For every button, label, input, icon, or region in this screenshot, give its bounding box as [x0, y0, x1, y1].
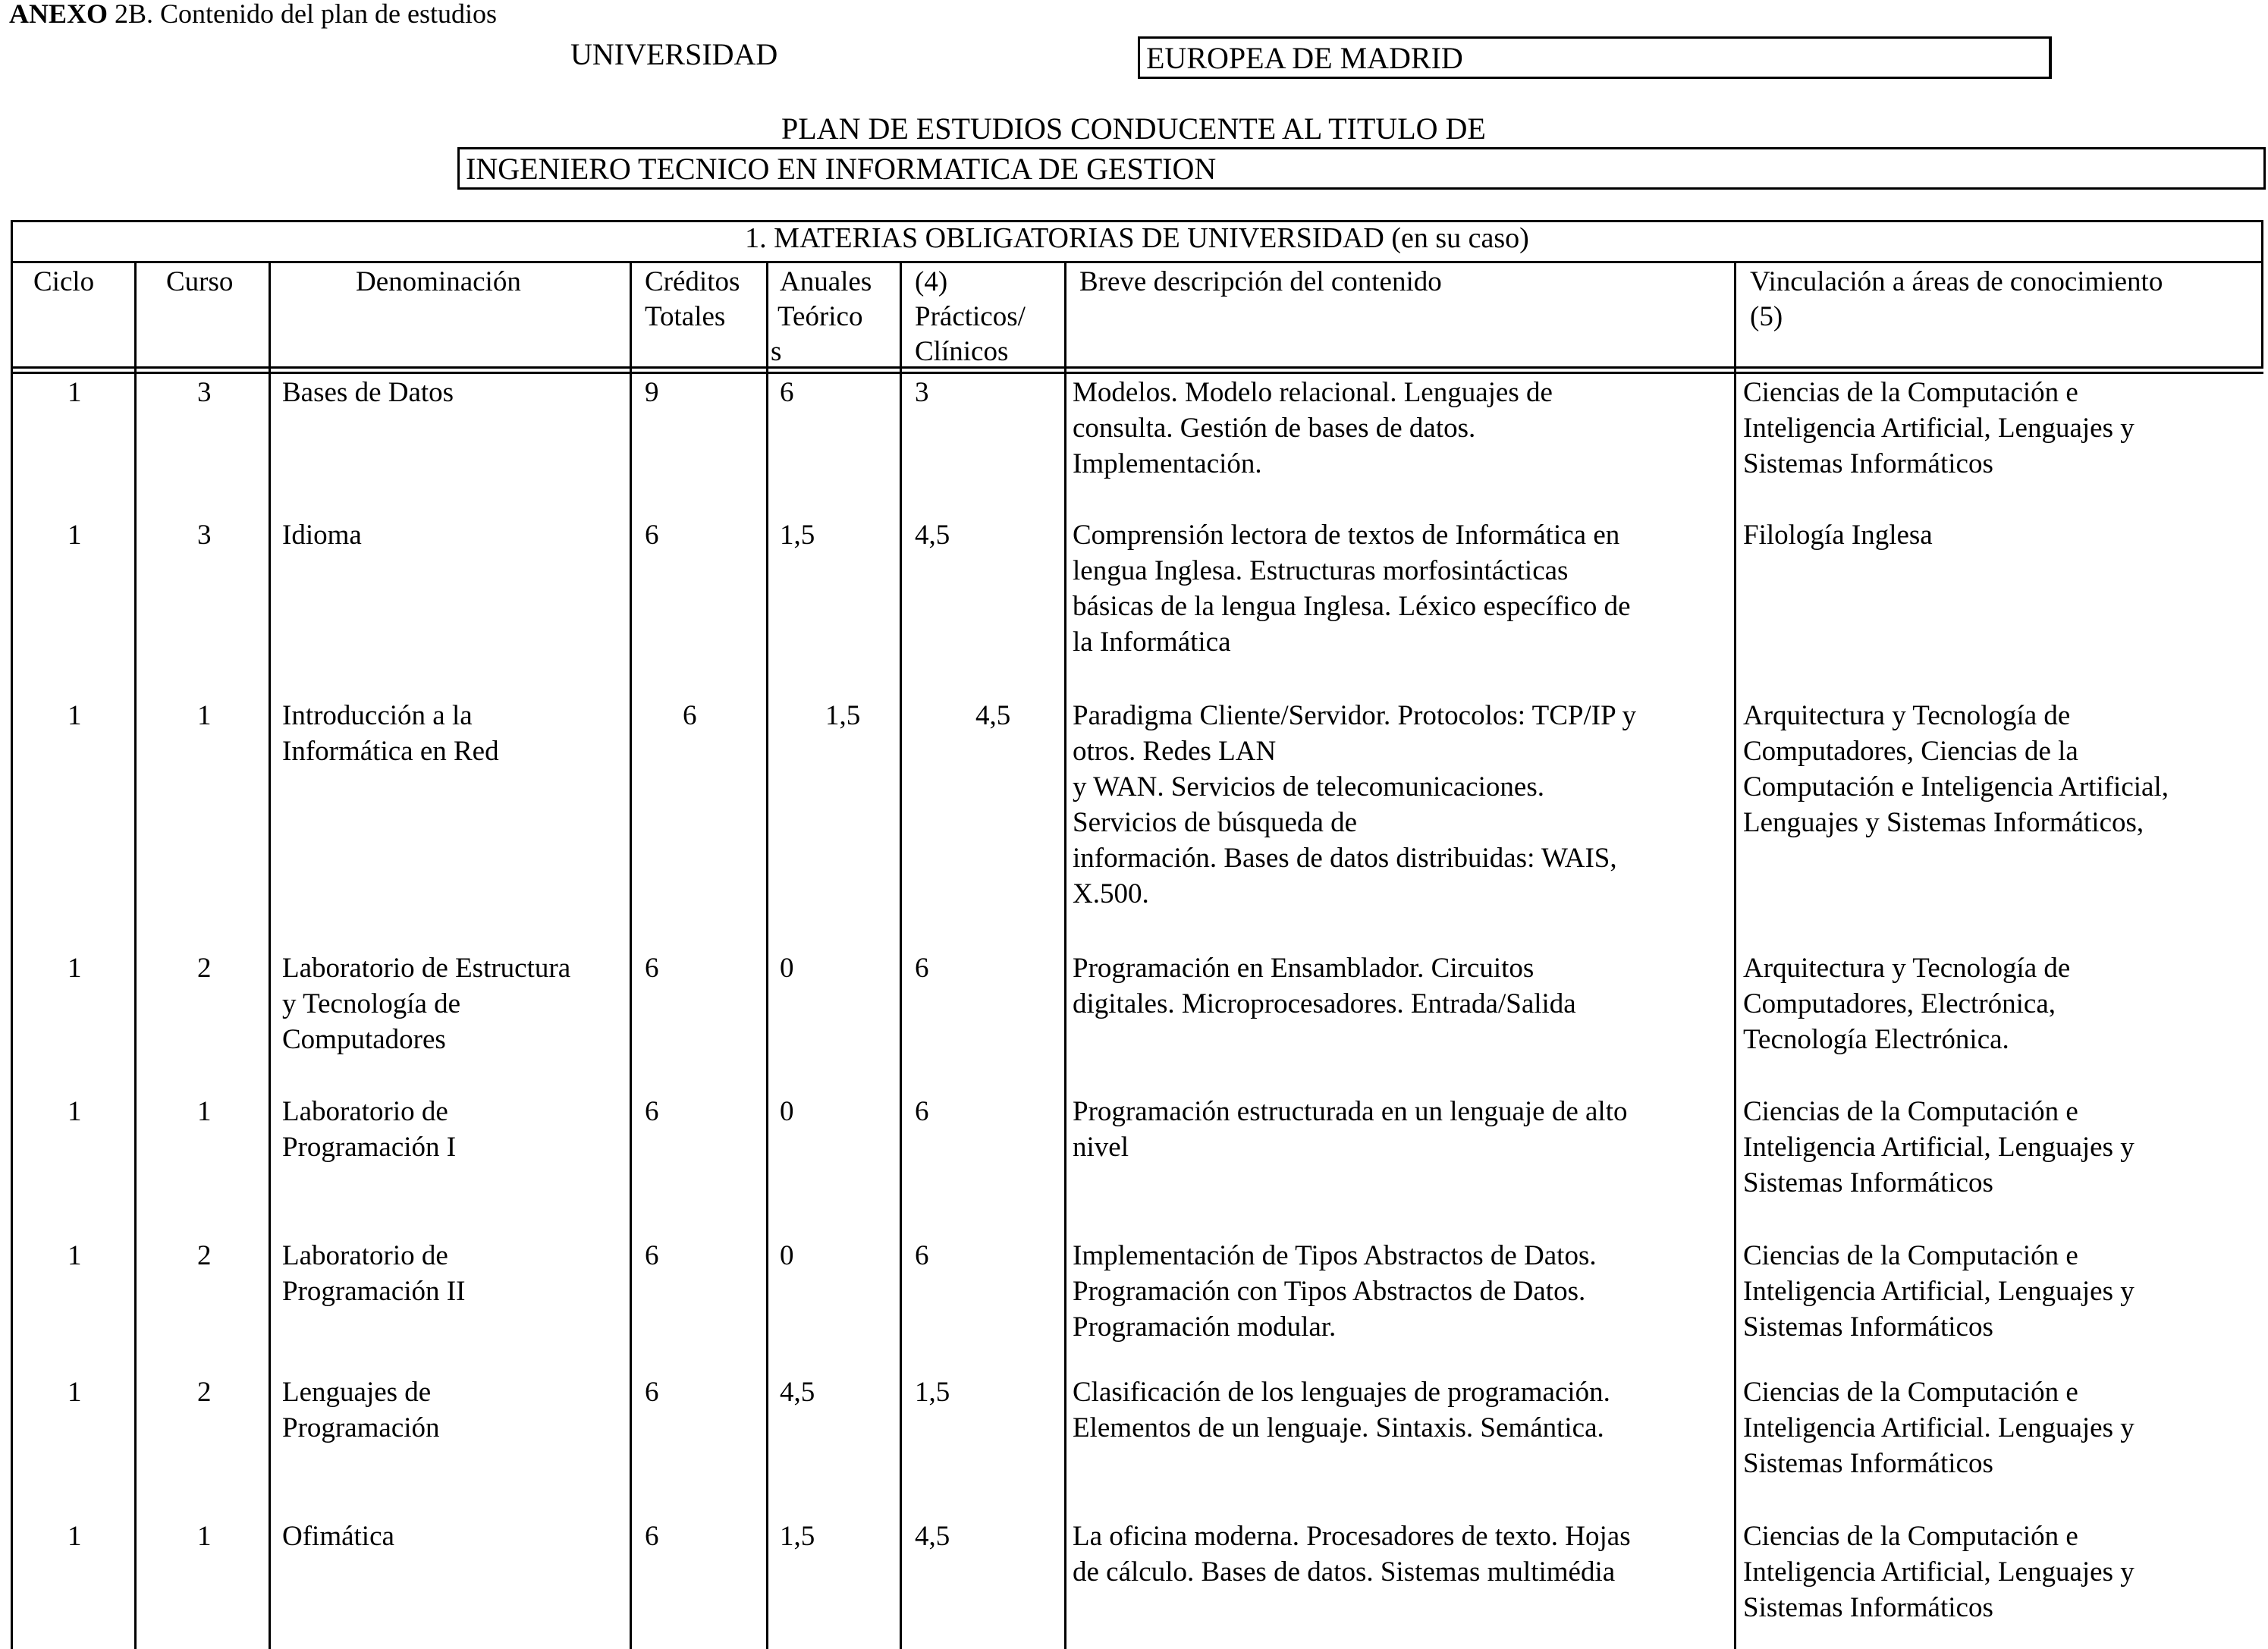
table-cell-vinculacion: Inteligencia Artificial, Lenguajes y — [1743, 1276, 2134, 1307]
column-divider — [134, 261, 137, 1649]
table-cell-denominacion: y Tecnología de — [282, 988, 461, 1019]
table-cell-vinculacion: Ciencias de la Computación e — [1743, 1521, 2078, 1552]
table-cell-ciclo: 1 — [68, 953, 82, 984]
table-cell-descripcion: nivel — [1073, 1132, 1129, 1163]
table-cell-creditos-teoricos: 4,5 — [780, 1377, 815, 1408]
table-cell-creditos-totales: 6 — [645, 520, 659, 551]
table-cell-vinculacion: Ciencias de la Computación e — [1743, 377, 2078, 408]
column-divider — [900, 261, 902, 1649]
table-cell-denominacion: Laboratorio de — [282, 1096, 448, 1127]
table-cell-creditos-totales: 9 — [645, 377, 659, 408]
table-cell-ciclo: 1 — [68, 1240, 82, 1271]
table-cell-vinculacion: Ciencias de la Computación e — [1743, 1096, 2078, 1127]
table-cell-creditos-teoricos: 0 — [780, 1096, 794, 1127]
table-border-left — [11, 220, 13, 1649]
university-name: EUROPEA DE MADRID — [1146, 41, 1463, 75]
col-header-ciclo: Ciclo — [33, 266, 95, 297]
table-cell-denominacion: Laboratorio de — [282, 1240, 448, 1271]
table-cell-creditos-teoricos: 0 — [780, 953, 794, 984]
table-cell-vinculacion: Sistemas Informáticos — [1743, 1311, 1993, 1343]
header-bottom-line-2 — [11, 372, 2263, 374]
table-cell-vinculacion: Computadores, Electrónica, — [1743, 988, 2056, 1019]
table-cell-creditos-practicos: 4,5 — [975, 700, 1011, 731]
table-cell-descripcion: Implementación de Tipos Abstractos de Datos. — [1073, 1240, 1597, 1271]
table-cell-descripcion: Programación estructurada en un lenguaje de alto — [1073, 1096, 1628, 1127]
table-cell-vinculacion: Inteligencia Artificial, Lenguajes y — [1743, 413, 2134, 444]
table-cell-denominacion: Idioma — [282, 520, 362, 551]
table-cell-denominacion: Informática en Red — [282, 736, 499, 767]
table-cell-denominacion: Computadores — [282, 1024, 446, 1055]
table-cell-descripcion: X.500. — [1073, 878, 1149, 909]
table-cell-curso: 2 — [197, 1377, 212, 1408]
table-cell-descripcion: Modelos. Modelo relacional. Lenguajes de — [1073, 377, 1553, 408]
table-cell-descripcion: Servicios de búsqueda de — [1073, 807, 1358, 838]
table-cell-descripcion: información. Bases de datos distribuidas: WAIS, — [1073, 843, 1617, 874]
table-cell-vinculacion: Ciencias de la Computación e — [1743, 1377, 2078, 1408]
col-header-creditos: Totales — [645, 301, 726, 332]
col-header-creditos: Créditos — [645, 266, 740, 297]
table-cell-descripcion: lengua Inglesa. Estructuras morfosintácticas — [1073, 555, 1569, 586]
table-cell-creditos-totales: 6 — [645, 1240, 659, 1271]
col-header-curso: Curso — [166, 266, 234, 297]
col-header-anuales: s — [771, 336, 782, 367]
table-cell-creditos-totales: 6 — [683, 700, 697, 731]
degree-name: INGENIERO TECNICO EN INFORMATICA DE GESTION — [466, 152, 1217, 186]
curriculum-table — [11, 220, 2263, 1649]
col-header-practicos: (4) — [915, 266, 948, 297]
column-divider — [1734, 261, 1736, 1649]
column-divider — [766, 261, 768, 1649]
table-cell-creditos-teoricos: 0 — [780, 1240, 794, 1271]
annex-title: ANEXO 2B. Contenido del plan de estudios — [9, 0, 497, 29]
table-cell-creditos-practicos: 6 — [915, 953, 929, 984]
table-cell-ciclo: 1 — [68, 1096, 82, 1127]
table-cell-descripcion: la Informática — [1073, 627, 1231, 658]
table-cell-creditos-teoricos: 1,5 — [825, 700, 861, 731]
col-header-anuales: Anuales — [780, 266, 872, 297]
university-label: UNIVERSIDAD — [570, 37, 778, 71]
section-title-divider — [11, 261, 2263, 263]
table-cell-creditos-totales: 6 — [645, 1521, 659, 1552]
table-cell-vinculacion: Arquitectura y Tecnología de — [1743, 700, 2071, 731]
table-cell-curso: 2 — [197, 1240, 212, 1271]
table-cell-descripcion: de cálculo. Bases de datos. Sistemas multimédia — [1073, 1556, 1616, 1588]
table-cell-vinculacion: Sistemas Informáticos — [1743, 1167, 1993, 1198]
table-cell-creditos-practicos: 3 — [915, 377, 929, 408]
table-cell-descripcion: otros. Redes LAN — [1073, 736, 1277, 767]
table-cell-descripcion: La oficina moderna. Procesadores de texto. Hojas — [1073, 1521, 1631, 1552]
table-cell-denominacion: Programación — [282, 1412, 440, 1443]
column-divider — [630, 261, 632, 1649]
table-cell-descripcion: y WAN. Servicios de telecomunicaciones. — [1073, 771, 1544, 803]
table-cell-vinculacion: Inteligencia Artificial. Lenguajes y — [1743, 1412, 2134, 1443]
table-cell-denominacion: Laboratorio de Estructura — [282, 953, 571, 984]
table-cell-descripcion: Comprensión lectora de textos de Informática en — [1073, 520, 1620, 551]
table-cell-creditos-teoricos: 1,5 — [780, 1521, 815, 1552]
table-cell-curso: 1 — [197, 1096, 212, 1127]
table-cell-vinculacion: Computación e Inteligencia Artificial, — [1743, 771, 2169, 803]
column-divider — [1064, 261, 1066, 1649]
table-cell-descripcion: Programación con Tipos Abstractos de Datos. — [1073, 1276, 1586, 1307]
table-cell-creditos-teoricos: 1,5 — [780, 520, 815, 551]
table-cell-curso: 1 — [197, 1521, 212, 1552]
table-cell-descripcion: Programación modular. — [1073, 1311, 1337, 1343]
table-cell-ciclo: 1 — [68, 520, 82, 551]
table-cell-vinculacion: Sistemas Informáticos — [1743, 1592, 1993, 1623]
table-cell-creditos-practicos: 1,5 — [915, 1377, 950, 1408]
table-cell-vinculacion: Ciencias de la Computación e — [1743, 1240, 2078, 1271]
table-cell-ciclo: 1 — [68, 1377, 82, 1408]
table-cell-descripcion: Implementación. — [1073, 448, 1262, 479]
table-cell-denominacion: Lenguajes de — [282, 1377, 432, 1408]
table-cell-vinculacion: Sistemas Informáticos — [1743, 448, 1993, 479]
table-cell-denominacion: Programación II — [282, 1276, 466, 1307]
table-cell-descripcion: consulta. Gestión de bases de datos. — [1073, 413, 1476, 444]
table-cell-denominacion: Bases de Datos — [282, 377, 454, 408]
table-cell-vinculacion: Sistemas Informáticos — [1743, 1448, 1993, 1479]
table-cell-descripcion: Clasificación de los lenguajes de programación. — [1073, 1377, 1610, 1408]
degree-box — [457, 147, 2266, 190]
column-divider — [269, 261, 271, 1649]
table-cell-descripcion: básicas de la lengua Inglesa. Léxico específico de — [1073, 591, 1631, 622]
table-cell-curso: 2 — [197, 953, 212, 984]
col-header-denominacion: Denominación — [356, 266, 521, 297]
table-cell-creditos-practicos: 4,5 — [915, 1521, 950, 1552]
header-bottom-line — [11, 366, 2263, 369]
table-cell-descripcion: Programación en Ensamblador. Circuitos — [1073, 953, 1535, 984]
table-cell-vinculacion: Arquitectura y Tecnología de — [1743, 953, 2071, 984]
table-cell-descripcion: digitales. Microprocesadores. Entrada/Salida — [1073, 988, 1576, 1019]
col-header-practicos: Clínicos — [915, 336, 1009, 367]
table-cell-curso: 1 — [197, 700, 212, 731]
table-cell-denominacion: Introducción a la — [282, 700, 473, 731]
table-cell-vinculacion: Tecnología Electrónica. — [1743, 1024, 2009, 1055]
col-header-vinculacion: Vinculación a áreas de conocimiento — [1750, 266, 2163, 297]
section-title: 1. MATERIAS OBLIGATORIAS DE UNIVERSIDAD (en su caso) — [745, 222, 1529, 254]
table-cell-ciclo: 1 — [68, 700, 82, 731]
table-cell-curso: 3 — [197, 520, 212, 551]
table-cell-vinculacion: Lenguajes y Sistemas Informáticos, — [1743, 807, 2144, 838]
table-cell-ciclo: 1 — [68, 1521, 82, 1552]
table-cell-creditos-totales: 6 — [645, 1096, 659, 1127]
col-header-vinculacion: (5) — [1750, 301, 1783, 332]
table-cell-creditos-practicos: 4,5 — [915, 520, 950, 551]
col-header-anuales: Teórico — [777, 301, 863, 332]
plan-label: PLAN DE ESTUDIOS CONDUCENTE AL TITULO DE — [781, 112, 1486, 146]
table-cell-ciclo: 1 — [68, 377, 82, 408]
table-cell-vinculacion: Filología Inglesa — [1743, 520, 1933, 551]
table-cell-creditos-practicos: 6 — [915, 1096, 929, 1127]
table-cell-creditos-totales: 6 — [645, 1377, 659, 1408]
table-cell-denominacion: Ofimática — [282, 1521, 394, 1552]
table-cell-curso: 3 — [197, 377, 212, 408]
table-cell-vinculacion: Inteligencia Artificial, Lenguajes y — [1743, 1132, 2134, 1163]
col-header-descripcion: Breve descripción del contenido — [1079, 266, 1442, 297]
university-box — [1138, 36, 2052, 79]
table-cell-vinculacion: Inteligencia Artificial, Lenguajes y — [1743, 1556, 2134, 1588]
table-cell-vinculacion: Computadores, Ciencias de la — [1743, 736, 2078, 767]
col-header-practicos: Prácticos/ — [915, 301, 1026, 332]
table-cell-descripcion: Elementos de un lenguaje. Sintaxis. Semántica. — [1073, 1412, 1604, 1443]
table-cell-descripcion: Paradigma Cliente/Servidor. Protocolos: TCP/IP y — [1073, 700, 1637, 731]
table-cell-denominacion: Programación I — [282, 1132, 457, 1163]
table-cell-creditos-teoricos: 6 — [780, 377, 794, 408]
table-cell-creditos-practicos: 6 — [915, 1240, 929, 1271]
table-cell-creditos-totales: 6 — [645, 953, 659, 984]
